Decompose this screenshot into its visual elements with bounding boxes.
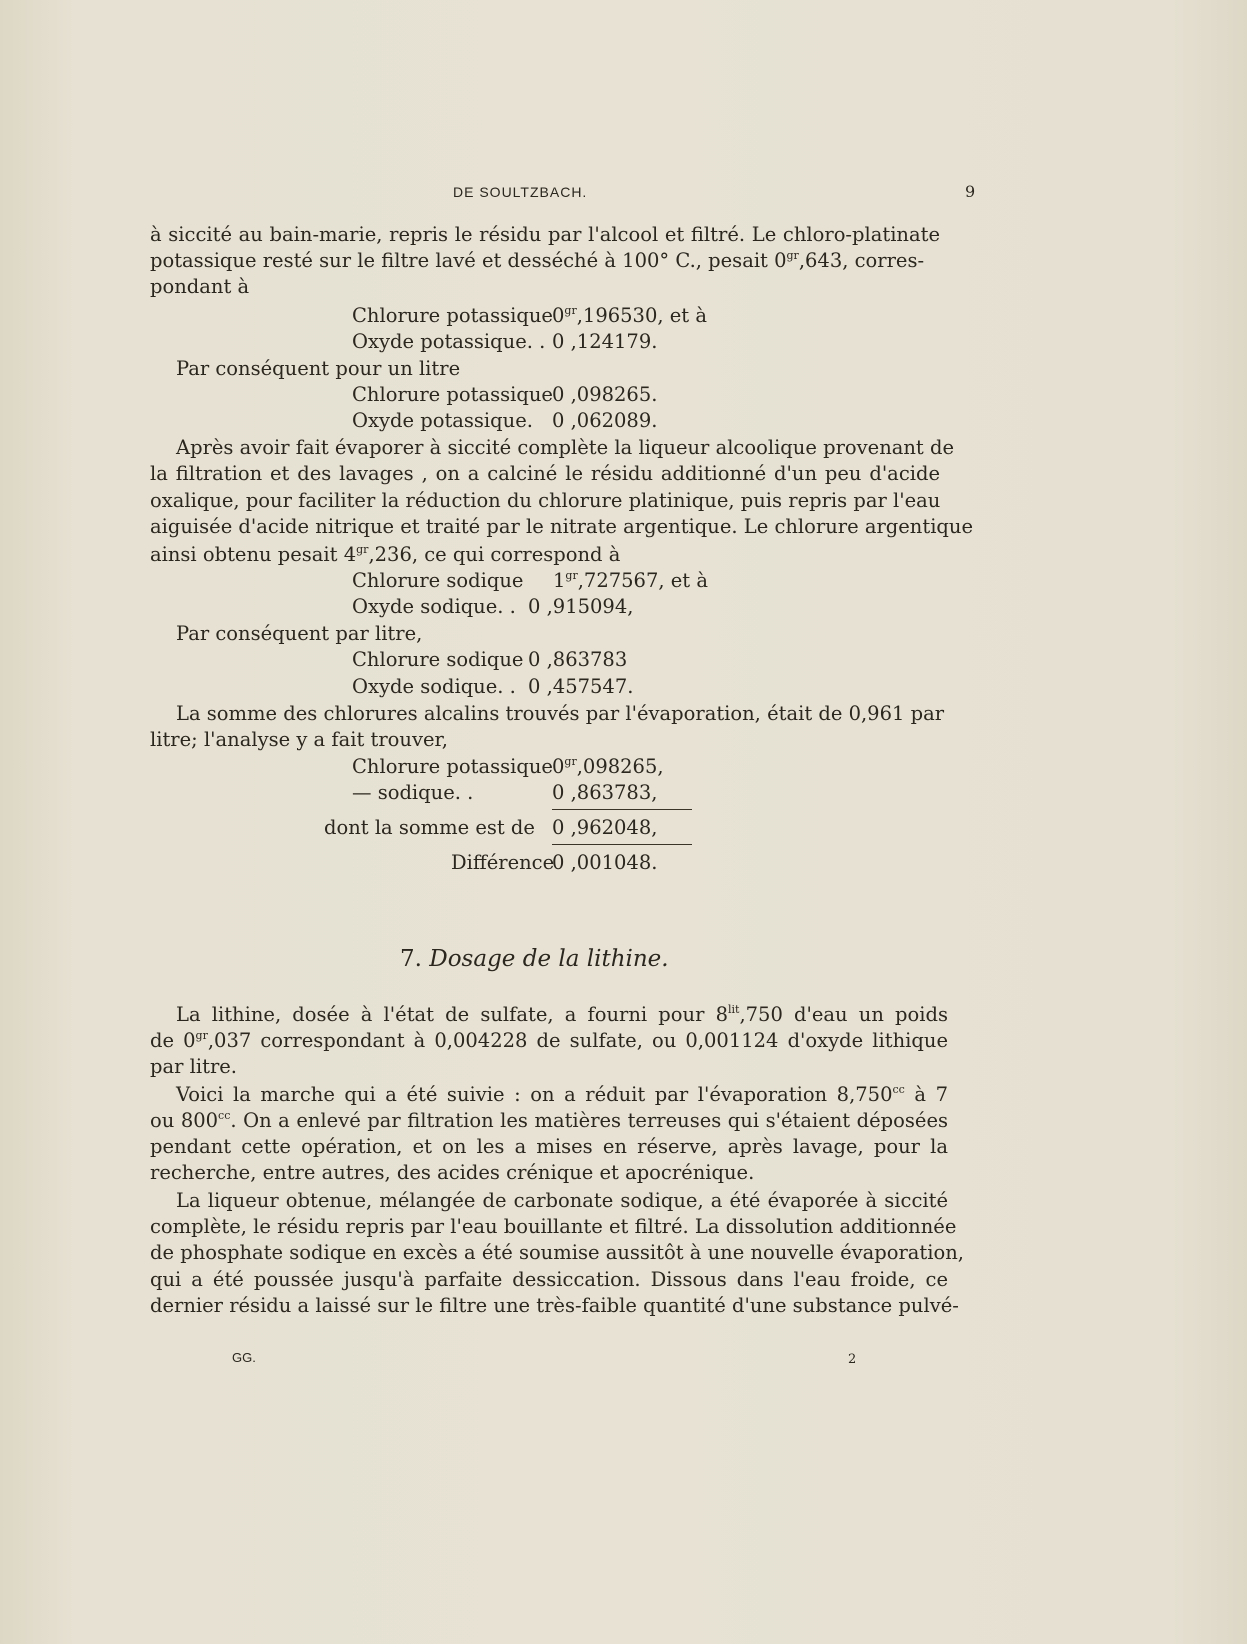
text-line: de phosphate sodique en excès a été soumise aussitôt à une nouvelle évaporation, [150,1241,964,1264]
table-value: 0 ,915094, [528,595,634,618]
text-line: La liqueur obtenue, mélangée de carbonate sodique, a été évaporée à siccité [176,1189,948,1212]
table-label: Oxyde potassique. . [352,330,546,353]
text-span: ainsi obtenu pesait 4 [150,543,357,566]
table-label: Chlorure potassique [352,304,553,327]
unit-superscript: cc [892,1083,905,1096]
table-label: Oxyde sodique. . [352,675,516,698]
value-prefix: 0 [552,304,565,327]
unit-superscript: gr [564,755,577,768]
text-line: aiguisée d'acide nitrique et traité par le nitrate argentique. Le chlorure argentique [150,515,974,538]
value-prefix: 1 [553,569,566,592]
text-span: ,037 correspondant à 0,004228 de sulfate, ou 0,001124 d'oxyde lithique [207,1029,948,1052]
sum-rule [552,809,692,810]
table-label: Chlorure sodique [352,648,524,671]
value-prefix: 0 [552,755,565,778]
table-value: 0 ,062089. [552,409,658,432]
text-line: La somme des chlorures alcalins trouvés par l'évaporation, était de 0,961 par [176,702,945,725]
text-line [150,248,940,274]
table-label: Oxyde potassique. [352,409,533,432]
unit-superscript: gr [564,304,577,317]
text-line: Par conséquent pour un litre [176,357,461,380]
table-value: 0 ,457547. [528,675,634,698]
table-value [552,754,664,780]
unit-superscript: gr [356,543,369,556]
table-value: 0 ,001048. [552,851,658,874]
table-label: Oxyde sodique. . [352,595,516,618]
unit-superscript: gr [565,569,578,582]
table-value [552,303,707,329]
table-value: 0 ,863783, [552,781,658,804]
text-line: Après avoir fait évaporer à siccité complète la liqueur alcoolique provenant de [176,436,954,459]
text-span: de 0 [150,1029,196,1052]
text-span: Voici la marche qui a été suivie : on a réduit par l'évaporation 8,750 [176,1083,893,1106]
text-line: à siccité au bain-marie, repris le résidu par l'alcool et filtré. Le chloro-platinate [150,223,940,246]
value-text: ,098265, [576,755,664,778]
table-value: 0 ,863783 [528,648,628,671]
text-line [150,1108,948,1134]
unit-superscript: gr [195,1029,208,1042]
table-label: — sodique. . [352,781,474,804]
table-value [553,568,708,594]
sheet-number: 2 [848,1352,857,1367]
text-span: à 7 [904,1083,948,1106]
text-line: qui a été poussée jusqu'à parfaite dessiccation. Dissous dans l'eau froide, ce [150,1268,948,1291]
value-text: ,727567, et à [577,569,708,592]
value-text: ,196530, et à [576,304,707,327]
text-span: ,643, corres- [798,249,925,272]
text-line: pendant cette opération, et on les a mises en réserve, après lavage, pour la [150,1135,948,1158]
text-line: complète, le résidu repris par l'eau bouillante et filtré. La dissolution additionnée [150,1215,957,1238]
section-heading [400,946,669,972]
text-span: ou 800 [150,1109,219,1132]
table-label: Chlorure potassique [352,755,553,778]
text-line: pondant à [150,275,250,298]
text-span: ,236, ce qui correspond à [368,543,621,566]
text-line: la filtration et des lavages , on a calciné le résidu additionné d'un peu d'acide [150,462,940,485]
page-number: 9 [965,182,976,201]
table-value: 0 ,962048, [552,816,658,839]
text-line: recherche, entre autres, des acides crénique et apocrénique. [150,1161,755,1184]
unit-superscript: gr [786,249,799,262]
text-line: oxalique, pour faciliter la réduction du chlorure platinique, puis repris par l'eau [150,489,941,512]
text-line: litre; l'analyse y a fait trouver, [150,728,448,751]
difference-rule [552,844,692,845]
table-label: Chlorure sodique [352,569,524,592]
text-span: . On a enlevé par filtration les matières terreuses qui s'étaient déposées [230,1109,948,1132]
signature-mark: GG. [232,1350,256,1365]
unit-superscript: lit [727,1003,740,1016]
text-line [176,1082,948,1108]
text-span: ,750 d'eau un poids [739,1003,948,1026]
table-label: dont la somme est de [324,816,535,839]
text-line: dernier résidu a laissé sur le filtre une très-faible quantité d'une substance pulvé- [150,1294,959,1317]
table-value: 0 ,098265. [552,383,658,406]
running-title: DE SOULTZBACH. [453,184,588,200]
text-line: par litre. [150,1055,237,1078]
text-line [150,1028,948,1054]
text-line: Par conséquent par litre, [176,622,423,645]
text-span: La lithine, dosée à l'état de sulfate, a fourni pour 8 [176,1003,728,1026]
text-span: potassique resté sur le filtre lavé et desséché à 100° C., pesait 0 [150,249,787,272]
table-value: 0 ,124179. [552,330,658,353]
text-line [176,1002,948,1028]
section-number: 7. [400,946,422,972]
text-line [150,542,620,568]
table-label: Différence [451,851,555,874]
table-label: Chlorure potassique [352,383,553,406]
unit-superscript: cc [218,1109,231,1122]
section-title: Dosage de la lithine. [429,946,669,972]
